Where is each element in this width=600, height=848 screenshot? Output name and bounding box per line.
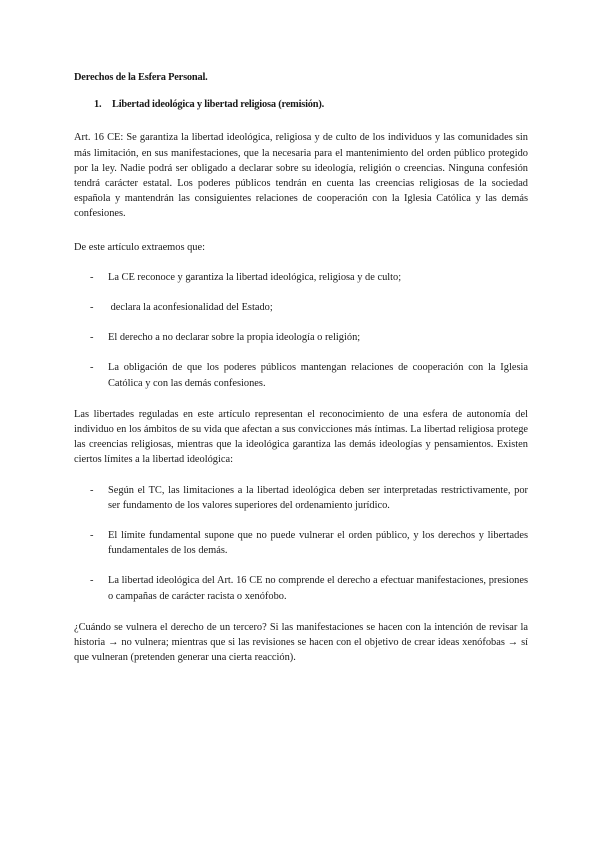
list-item: [74, 573, 528, 603]
dash-bullet: -: [90, 362, 94, 374]
list-item: [74, 360, 528, 390]
limits-list: [74, 483, 528, 604]
list-item-text: declara la aconfesionalidad del Estado;: [108, 302, 273, 314]
dash-bullet: -: [90, 332, 94, 344]
dash-bullet: -: [90, 302, 94, 314]
document-title: Derechos de la Esfera Personal.: [74, 72, 208, 83]
dash-bullet: -: [90, 271, 94, 283]
dash-bullet: -: [90, 575, 94, 587]
list-item: [74, 483, 528, 513]
final-paragraph: ¿Cuándo se vulnera el derecho de un tercero? Si las manifestaciones se hacen con la intención de revisar la historia → no vulnera; mientras que si las revisiones se hacen con el objetivo de crear ideas xenófobas → sí que vulneran (pretenden generar una cierta reacción).: [74, 621, 528, 664]
section-heading: [74, 97, 528, 112]
list-item-text: La libertad ideológica del Art. 16 CE no comprende el derecho a efectuar manifestaciones, presiones o campañas de carácter racista o xenófobo.: [108, 575, 528, 602]
list-item: [74, 330, 528, 345]
list-item: [74, 300, 528, 315]
dash-bullet: -: [90, 484, 94, 496]
document-page: [74, 70, 528, 665]
intro-paragraph: De este artículo extraemos que:: [74, 241, 205, 253]
list-item-text: Según el TC, las limitaciones a la libertad ideológica deben ser interpretadas restrictivamente, por ser fundamento de los valores superiores del ordenamiento jurídico.: [108, 484, 528, 511]
article-paragraph: Art. 16 CE: Se garantiza la libertad ideológica, religiosa y de culto de los individuos y las comunidades sin más limitación, en sus manifestaciones, que la necesaria para el mantenimiento del orden público protegido por la ley. Nadie podrá ser obligado a declarar sobre su ideología, religión o creencias. Ninguna confesión tendrá carácter estatal. Los poderes públicos tendrán en cuenta las creencias religiosas de la sociedad española y mantendrán las consiguientes relaciones de cooperación con la Iglesia Católica y las demás confesiones.: [74, 132, 528, 220]
list-item: [74, 270, 528, 285]
section-number: 1.: [94, 99, 102, 111]
list-item-text: La obligación de que los poderes públicos mantengan relaciones de cooperación con la Iglesia Católica y con las demás confesiones.: [108, 362, 528, 389]
list-item-text: El límite fundamental supone que no puede vulnerar el orden público, y los derechos y libertades fundamentales de los demás.: [108, 530, 528, 557]
conclusions-list: [74, 270, 528, 391]
section-heading-text: Libertad ideológica y libertad religiosa (remisión).: [112, 99, 325, 111]
limits-paragraph: Las libertades reguladas en este artículo representan el reconocimiento de una esfera de autonomía del individuo en los ámbitos de su vida que afectan a sus convicciones más íntimas. La libertad religiosa protege las creencias religiosas, mientras que la ideológica garantiza las demás ideologías y pensamientos. Existen ciertos límites a la libertad ideológica:: [74, 408, 528, 466]
dash-bullet: -: [90, 530, 94, 542]
list-item: [74, 528, 528, 558]
list-item-text: El derecho a no declarar sobre la propia ideología o religión;: [108, 332, 361, 344]
list-item-text: La CE reconoce y garantiza la libertad ideológica, religiosa y de culto;: [108, 271, 402, 283]
